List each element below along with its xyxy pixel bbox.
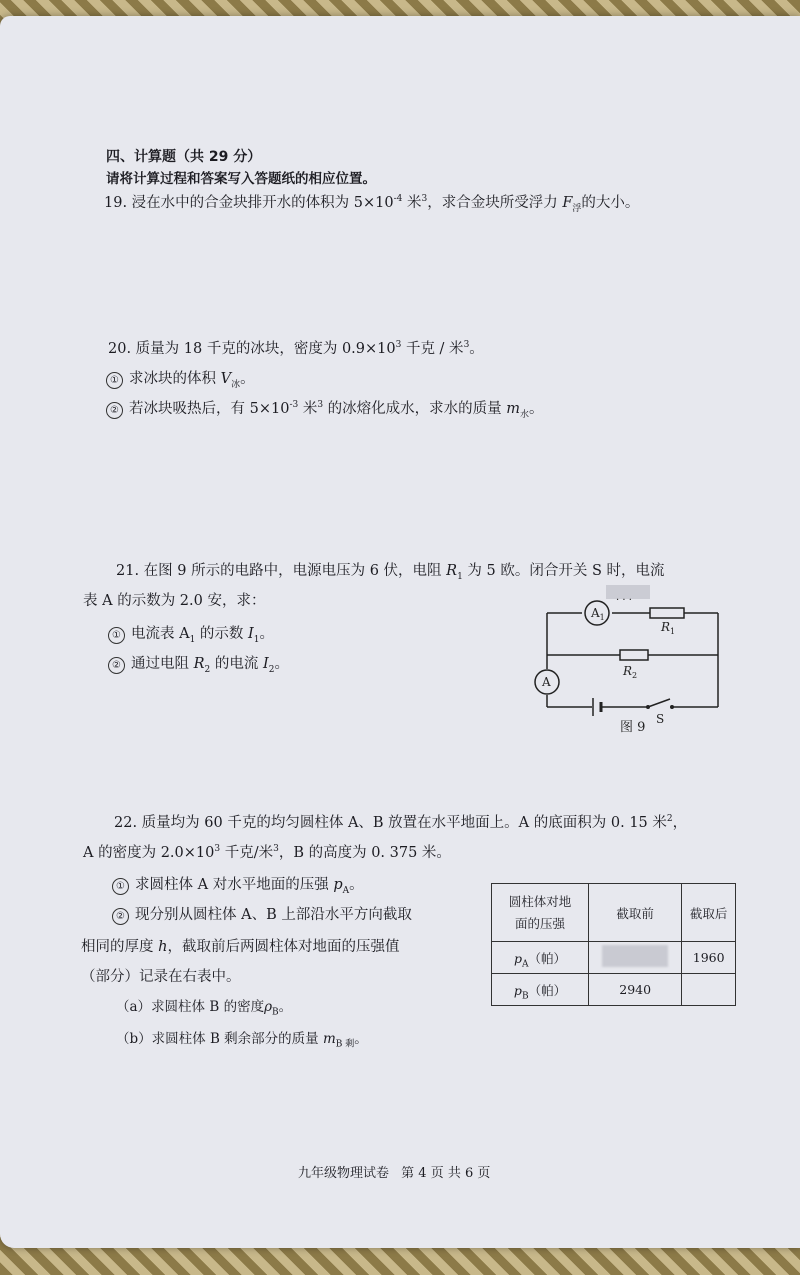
question-22-line-2: A 的密度为 $2.0\times 10^3$ 千克/米$^3$，B 的高度为 0. 375 米。 <box>83 844 451 861</box>
question-20-part-1: ① 求冰块的体积 $V_冰$。 <box>106 370 255 389</box>
question-20: 20. 质量为 18 千克的冰块，密度为 $0.9\times 10^3$ 千克 / 米$^3$。 <box>108 340 484 357</box>
page-footer <box>298 1165 490 1183</box>
table-header-before: 截取前 <box>589 884 682 942</box>
circled-number-2: ② <box>108 657 125 674</box>
question-number: 22. <box>114 815 138 831</box>
question-20-part-2: ② 若冰块吸热后，有 $5\times 10^{-3}$ 米$^3$ 的冰熔化成水，求水的质量 $m_水$。 <box>106 400 544 419</box>
question-22-sub-a: （a）求圆柱体 B 的密度$\rho_B$。 <box>116 999 293 1018</box>
footer-page-number: 第 4 页 共 6 页 <box>401 1166 491 1181</box>
question-21-part-2: ② 通过电阻 $R_2$ 的电流 $I_2$。 <box>108 655 289 674</box>
section-instruction: 请将计算过程和答案写入答题纸的相应位置。 <box>106 171 376 187</box>
table-row-label: $p_A$（帕） <box>492 942 589 974</box>
resistor-r1 <box>650 608 684 618</box>
question-22-part-1: ① 求圆柱体 A 对水平地面的压强 $p_A$。 <box>112 876 364 895</box>
section-heading: 四、计算题（共 29 分） <box>106 149 262 165</box>
question-22-sub-b: （b）求圆柱体 B 剩余部分的质量 $m_{B 剩}$。 <box>116 1031 368 1050</box>
circled-number-1: ① <box>106 372 123 389</box>
question-21: 21. 在图 9 所示的电路中，电源电压为 6 伏，电阻 $R_1$ 为 5 欧。闭合开关 S 时，电流 <box>116 563 665 582</box>
circled-number-1: ① <box>112 878 129 895</box>
table-cell-pa-before <box>589 942 682 974</box>
circuit-diagram-figure-9 <box>520 585 730 740</box>
question-22: 22. 质量均为 60 千克的均匀圆柱体 A、B 放置在水平地面上。A 的底面积为 0. 15 米$^2$， <box>114 814 688 831</box>
table-header-label: 圆柱体对地 面的压强 <box>492 884 589 942</box>
figure-dots: · · · <box>616 595 632 606</box>
figure-caption: 图 9 <box>620 720 646 735</box>
table-row <box>492 942 736 974</box>
blurred-value <box>602 945 668 967</box>
switch-label: S <box>656 712 665 726</box>
question-22-part-2: ② 现分别从圆柱体 A、B 上部沿水平方向截取 <box>112 906 412 925</box>
r1-label: $R_1$ <box>661 620 676 636</box>
circled-number-1: ① <box>108 627 125 644</box>
circled-number-2: ② <box>112 908 129 925</box>
ammeter-a-label: A <box>542 675 551 689</box>
table-row <box>492 974 736 1006</box>
question-21-part-1: ① 电流表 $A_1$ 的示数 $I_1$。 <box>108 625 274 644</box>
table-row-label: $p_B$（帕） <box>492 974 589 1006</box>
table-cell-pa-after: 1960 <box>682 942 736 974</box>
question-22-part-2-line-2: 相同的厚度 h，截取前后两圆柱体对地面的压强值 <box>81 939 400 955</box>
question-number: 20. <box>108 341 132 357</box>
question-22-part-2-line-3: （部分）记录在右表中。 <box>81 969 241 985</box>
footer-subject: 九年级物理试卷 <box>298 1166 390 1181</box>
table-cell-pb-before: 2940 <box>589 974 682 1006</box>
table-cell-pb-after <box>682 974 736 1006</box>
question-number: 19. <box>104 195 128 211</box>
r2-label: $R_2$ <box>623 664 638 680</box>
pressure-table <box>491 883 736 1006</box>
question-21-line-2: 表 A 的示数为 2.0 安，求： <box>83 593 266 609</box>
table-header-row <box>492 884 736 942</box>
switch-contact <box>670 705 674 709</box>
resistor-r2 <box>620 650 648 660</box>
table-header-after: 截取后 <box>682 884 736 942</box>
circled-number-2: ② <box>106 402 123 419</box>
question-19: 19. 浸在水中的合金块排开水的体积为 $5\times 10^{-4}$ 米$^3$，求合金块所受浮力 $F_浮$的大小。 <box>104 194 640 214</box>
question-number: 21. <box>116 563 140 579</box>
ammeter-a1-label: $A_1$ <box>591 606 605 622</box>
switch-contact <box>646 705 650 709</box>
